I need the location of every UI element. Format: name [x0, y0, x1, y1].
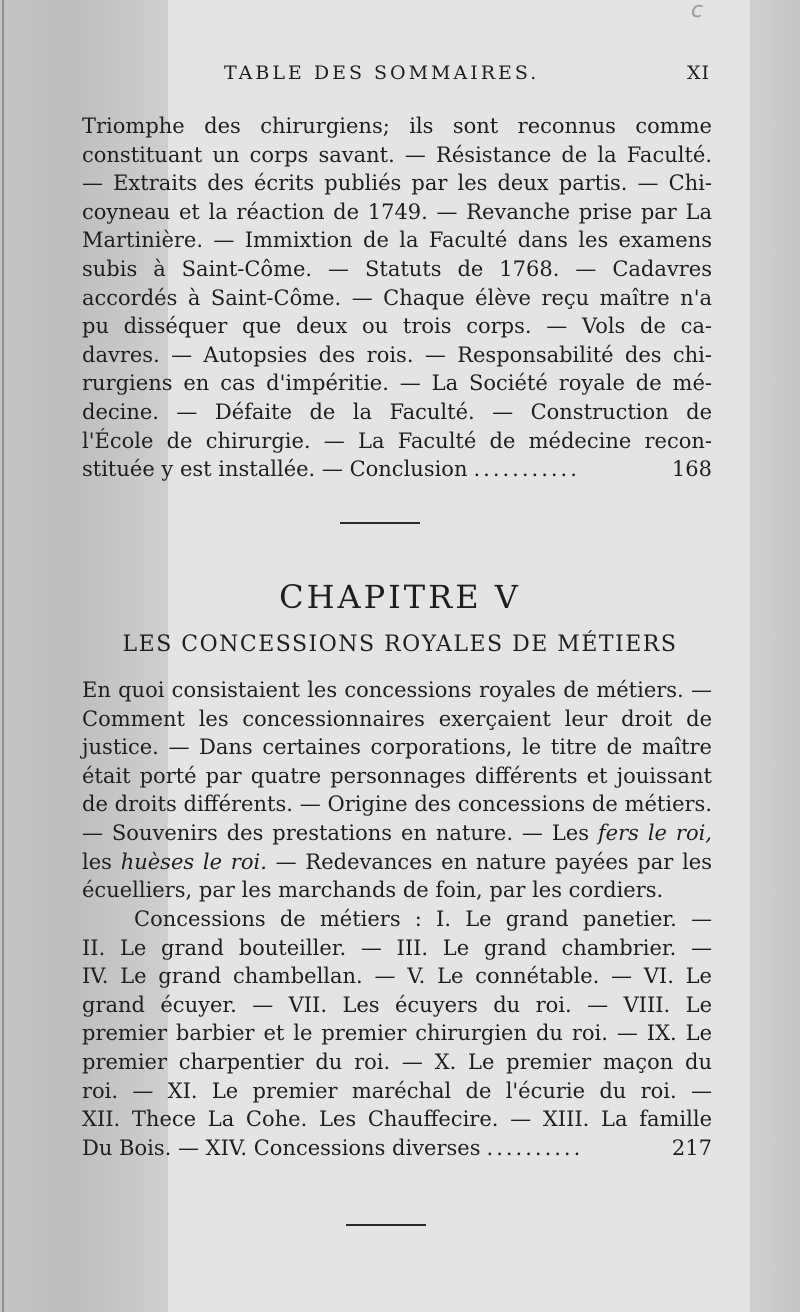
running-title: TABLE DES SOMMAIRES. — [224, 62, 540, 84]
text-line: decine. — Défaite de la Faculté. — Construction de — [82, 399, 712, 424]
text-line: davres. — Autopsies des rois. — Responsabilité des chi- — [82, 342, 712, 367]
text-line: En quoi consistaient les concessions royales de métiers. — — [82, 678, 712, 702]
summary-chapter-5-intro — [82, 676, 712, 905]
text-line: rurgiens en cas d'impéritie. — La Société royale de mé- — [82, 371, 712, 396]
toc-page-number: 217 — [671, 1135, 712, 1160]
chapter-subtitle: LES CONCESSIONS ROYALES DE MÉTIERS — [122, 632, 678, 657]
text-line: premier charpentier du roi. — X. Le premier maçon du — [82, 1049, 712, 1074]
dot-leader: .......... — [486, 1135, 584, 1160]
text-line: Martinière. — Immixtion de la Faculté dans les examens — [82, 228, 712, 253]
summary-chapter-4-continued — [82, 112, 712, 484]
text-line: Triomphe des chirurgiens; ils sont reconnus comme — [82, 114, 712, 138]
text-line: était porté par quatre personnages différents et jouissant — [82, 763, 712, 788]
toc-page-number: 168 — [671, 457, 712, 482]
text-segment: — Redevances en nature payées par les — [275, 849, 712, 874]
text-line: coyneau et la réaction de 1749. — Revanche prise par La — [82, 199, 712, 224]
text-line: subis à Saint-Côme. — Statuts de 1768. — Cadavres — [82, 256, 712, 281]
text-line: XII. Thece La Cohe. Les Chauffecire. — XIII. La famille — [82, 1107, 712, 1132]
text-line — [82, 819, 712, 848]
toc-entry-217 — [82, 1134, 712, 1163]
text-line: accordés à Saint-Côme. — Chaque élève reçu maître n'a — [82, 285, 712, 310]
italic-term: huèses le roi. — [120, 849, 267, 874]
text-line: IV. Le grand chambellan. — V. Le connétable. — VI. Le — [82, 964, 712, 989]
text-segment: les — [82, 849, 112, 874]
text-line: de droits différents. — Origine des concessions de métiers. — [82, 792, 712, 817]
text-line: Comment les concessionnaires exerçaient leur droit de — [82, 706, 712, 731]
text-line: pu disséquer que deux ou trois corps. — Vols de ca- — [82, 314, 712, 339]
text-line: II. Le grand bouteiller. — III. Le grand chambrier. — — [82, 935, 712, 960]
text-line: l'École de chirurgie. — La Faculté de médecine recon- — [82, 428, 712, 453]
text-line: constituant un corps savant. — Résistance de la Faculté. — [82, 142, 712, 167]
text-line: — Extraits des écrits publiés par les deux partis. — Chi- — [82, 171, 712, 196]
pencil-mark: c — [691, 0, 704, 23]
running-head — [200, 62, 710, 88]
toc-entry-168 — [82, 455, 712, 484]
text-line: grand écuyer. — VII. Les écuyers du roi. — VIII. Le — [82, 992, 712, 1017]
summary-chapter-5-concessions — [82, 905, 712, 1162]
text-segment: — Souvenirs des prestations en nature. — Les — [82, 820, 589, 845]
text-line — [82, 848, 712, 877]
chapter-title: CHAPITRE V — [279, 578, 521, 616]
toc-entry-text: stituée y est installée. — Conclusion — [82, 457, 468, 482]
italic-term: fers le roi, — [597, 820, 712, 845]
dot-leader: ........... — [473, 457, 580, 482]
text-line: roi. — XI. Le premier maréchal de l'écurie du roi. — — [82, 1078, 712, 1103]
text-line: Concessions de métiers : I. Le grand panetier. — — [134, 907, 712, 931]
toc-entry-text: Du Bois. — XIV. Concessions diverses — [82, 1135, 481, 1160]
page-number: XI — [686, 62, 710, 84]
section-divider — [340, 522, 420, 524]
text-line: écuelliers, par les marchands de foin, par les cordiers. — [82, 878, 664, 903]
section-divider — [346, 1224, 426, 1226]
text-line: premier barbier et le premier chirurgien du roi. — IX. Le — [82, 1021, 712, 1046]
text-line: justice. — Dans certaines corporations, le titre de maître — [82, 735, 712, 760]
